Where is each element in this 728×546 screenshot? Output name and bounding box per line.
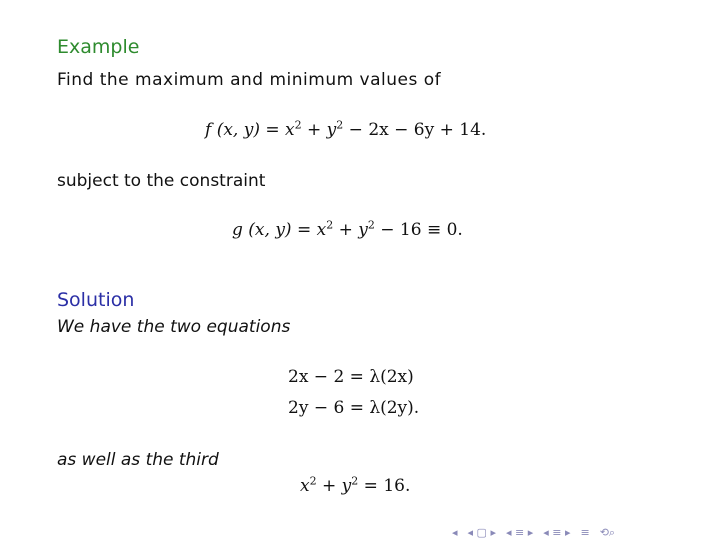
equation-2: 2y − 6 = λ(2y). xyxy=(288,398,420,418)
g-lhs: g (x, y) = xyxy=(232,220,317,240)
f-lhs: f (x, y) = xyxy=(205,120,286,140)
third-intro: as well as the third xyxy=(57,450,219,470)
f-rhs: − 2x − 6y + 14. xyxy=(343,120,487,140)
equation-3: $x^2 + y^2 = 16$. xyxy=(300,474,411,496)
solution-heading: Solution xyxy=(57,289,135,311)
nav-search-icon[interactable]: ⟲⌕ xyxy=(599,526,616,539)
navigation-bar xyxy=(452,526,615,540)
nav-section-left-icon[interactable]: ◂ ≡ ▸ xyxy=(505,526,534,539)
nav-left-icon[interactable]: ◂ xyxy=(452,526,458,539)
example-heading: Example xyxy=(57,36,140,58)
equation-1: 2x − 2 = λ(2x) xyxy=(288,367,414,387)
x-squared: x xyxy=(285,120,295,140)
nav-menu-icon[interactable]: ≡ xyxy=(580,526,590,539)
eq3-rhs: = 16. xyxy=(358,476,411,496)
constraint-function: g (x, $y) = x^2 + y^2 - 16 \equiv 0$. xyxy=(232,218,463,240)
objective-function: f (x, $y) = x^2 + y^2 - 2x - 6y + 14$. xyxy=(205,118,487,140)
g-rhs: − 16 ≡ 0. xyxy=(374,220,463,240)
nav-frame-left-icon[interactable]: ◂ ▢ ▸ xyxy=(467,526,496,539)
nav-subsection-left-icon[interactable]: ◂ ≡ ▸ xyxy=(543,526,571,539)
solution-intro: We have the two equations xyxy=(57,317,291,337)
problem-statement: Find the maximum and minimum values of xyxy=(57,70,442,90)
constraint-intro: subject to the constraint xyxy=(57,171,266,191)
